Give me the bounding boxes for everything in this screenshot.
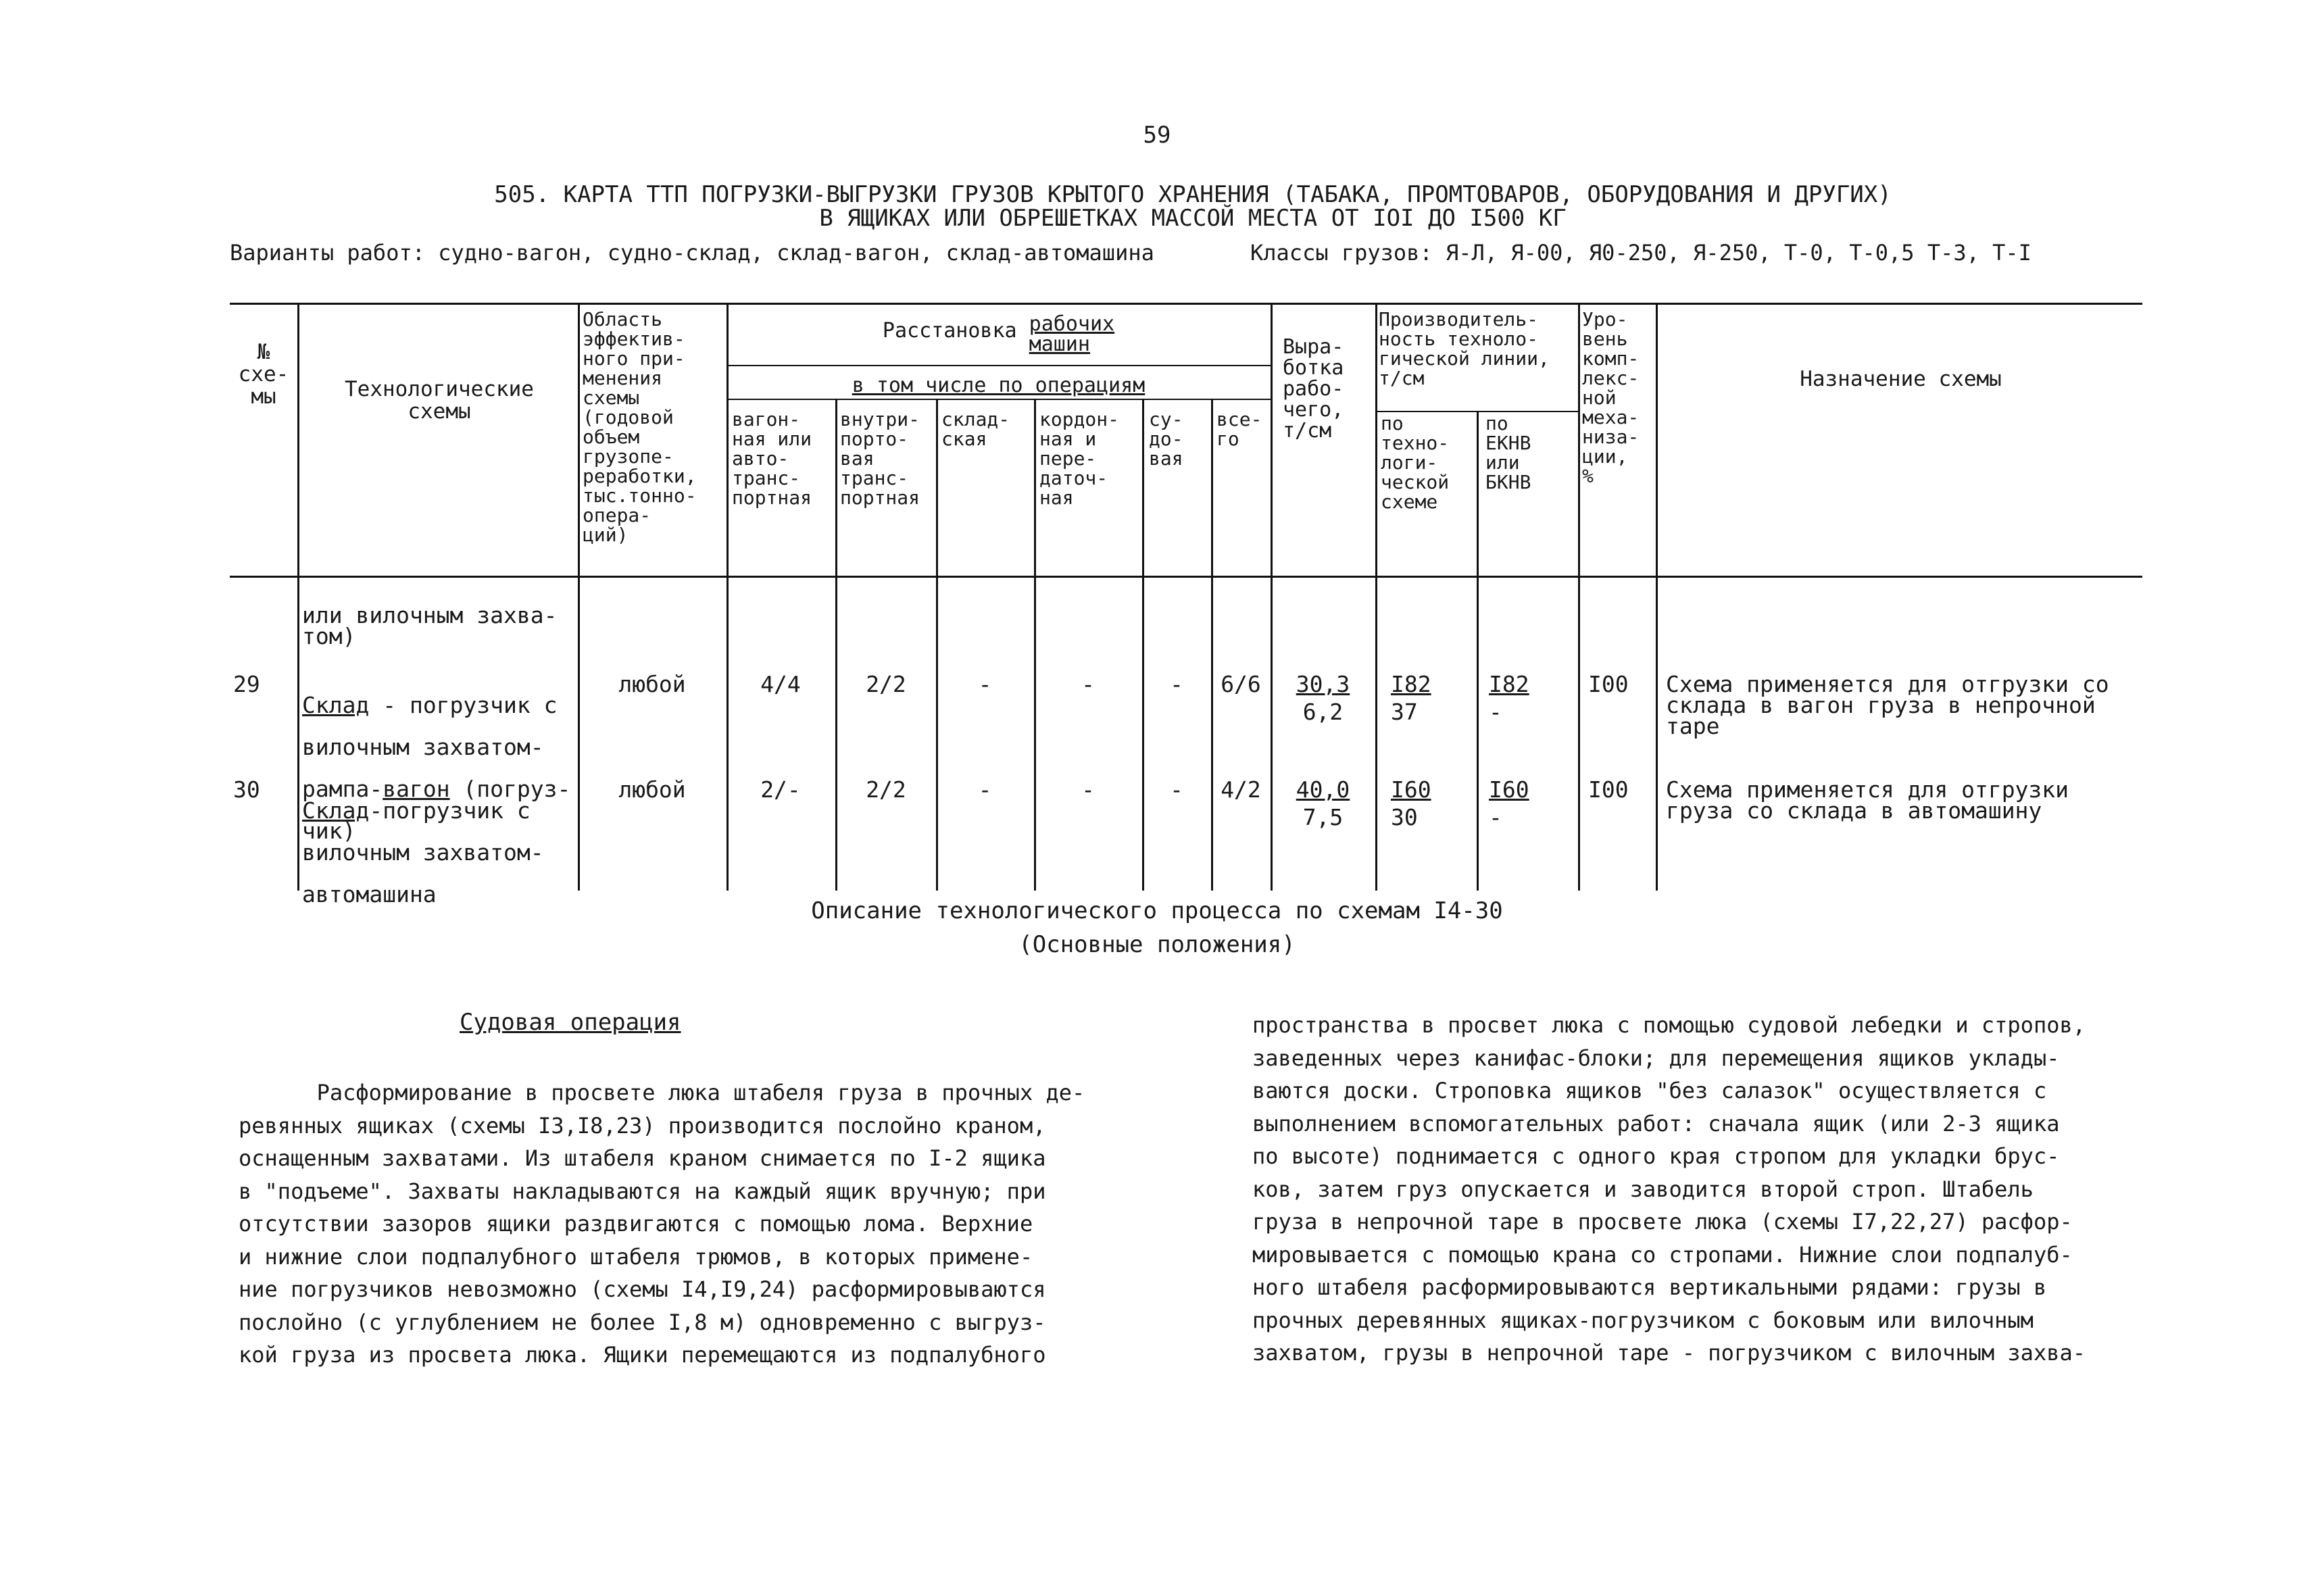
header-placement-label: Расстановка: [882, 319, 1017, 343]
row-cordon: -: [1081, 776, 1095, 803]
row-area: любой: [618, 776, 686, 803]
page-title-line-2: В ЯЩИКАХ ИЛИ ОБРЕШЕТКАХ МАССОЙ МЕСТА ОТ IOI ДО I500 КГ: [819, 205, 1567, 232]
cargo-classes: Классы грузов: Я-Л, Я-00, Я0-250, Я-250, Т-0, Т-0,5 Т-3, Т-I: [1250, 240, 2032, 266]
header-worker-output: Выра- ботка рабо- чего, т/см: [1283, 335, 1344, 443]
scheme-text: вилочным захватом-: [302, 839, 544, 866]
text-line: оснащенным захватами. Из штабеля краном снимается по I-2 ящика: [239, 1145, 1046, 1171]
row-productivity-bottom: 30: [1391, 804, 1418, 830]
header-scheme-purpose: Назначение схемы: [1800, 367, 2002, 391]
row-output-top: 40,0: [1296, 776, 1350, 803]
text-line: отсутствии зазоров ящики раздвигаются с помощью лома. Верхние: [239, 1211, 1033, 1237]
row-total: 4/2: [1221, 776, 1261, 803]
header-ship: су- до- вая: [1149, 408, 1183, 470]
row-area: любой: [618, 671, 686, 697]
page-title-line-1: 505. КАРТА ТТП ПОГРУЗКИ-ВЫГРУЗКИ ГРУЗОВ КРЫТОГО ХРАНЕНИЯ (ТАБАКА, ПРОМТОВАРОВ, ОБОРУДОВАНИЯ И ДРУГИХ): [494, 181, 1892, 208]
scheme-text: - погрузчик с: [369, 692, 558, 718]
scheme-text: -погрузчик с: [369, 797, 531, 824]
row-cordon: -: [1081, 671, 1095, 697]
col-divider: [1142, 399, 1144, 891]
col-divider: [297, 303, 299, 891]
text-line: ков, затем груз опускается и заводится второй строп. Штабель: [1252, 1176, 2034, 1202]
text-line: ние погрузчиков невозможно (схемы I4,I9,24) расформировываются: [239, 1276, 1046, 1302]
body-text-right-column: [1252, 1009, 2131, 1370]
header-total: все- го: [1216, 408, 1262, 450]
text-line: и нижние слои подпалубного штабеля трюмов, в которых примене-: [239, 1243, 1033, 1270]
col-divider: [1578, 303, 1580, 891]
scheme-origin: Склад: [302, 797, 370, 824]
header-mechanization-level: Уро- вень комп- лекс- ной меха- низа- ции, %: [1582, 308, 1640, 487]
row-warehouse: -: [978, 776, 992, 803]
row-purpose: Схема применяется для отгрузки со склада в вагон груза в непрочной таре: [1666, 671, 2109, 739]
table-top-rule: [230, 303, 2142, 305]
placement-rule: [727, 365, 1271, 366]
row-eknv-bottom: -: [1489, 804, 1502, 830]
header-placement: [727, 314, 1271, 355]
text-line: выполнением вспомогательных работ: сначала ящик (или 2-3 ящика: [1252, 1110, 2060, 1137]
text-line: пространства в просвет люка с помощью судовой лебедки и стропов,: [1252, 1012, 2086, 1038]
header-placement-machines: рабочих машин: [1029, 312, 1115, 356]
header-by-eknv: по ЕКНВ или БКНВ: [1485, 412, 1531, 493]
continued-scheme-text: или вилочным захва- том): [302, 602, 558, 649]
row-warehouse: -: [978, 671, 992, 697]
table-header-rule: [230, 576, 2142, 578]
col-divider: [1375, 303, 1377, 891]
row-eknv-bottom: -: [1489, 699, 1502, 725]
row-productivity-bottom: 37: [1391, 699, 1418, 725]
text-line: груза в непрочной таре в просвете люка (схемы I7,22,27) расфор-: [1252, 1209, 2073, 1235]
scheme-origin: Склад: [302, 692, 370, 718]
text-line: послойно (с углублением не более I,8 м) одновременно с выгруз-: [239, 1309, 1046, 1335]
row-ship: -: [1170, 776, 1183, 803]
text-line: ного штабеля расформировываются вертикальными рядами: грузы в: [1252, 1274, 2047, 1300]
row-number: 29: [233, 671, 260, 697]
text-line: ваются доски. Строповка ящиков "без салазок" осуществляется с: [1252, 1078, 2047, 1103]
row-intraport: 2/2: [866, 671, 906, 697]
row-intraport: 2/2: [866, 776, 906, 803]
work-variants: Варианты работ: судно-вагон, судно-склад, склад-вагон, склад-автомашина: [230, 240, 1154, 266]
header-by-tech-scheme: по техно- логи- ческой схеме: [1381, 412, 1450, 513]
text-line: ревянных ящиках (схемы I3,I8,23) производится послойно краном,: [239, 1112, 1046, 1139]
header-application-area: Область эффектив- ного при- менения схемы (годовой объем грузопе- реработки, тыс.тонно- опера- ций): [583, 308, 697, 546]
row-purpose: Схема применяется для отгрузки груза со склада в автомашину: [1666, 776, 2069, 824]
process-description-subcaption: (Основные положения): [1018, 931, 1296, 958]
row-output-bottom: 6,2: [1302, 699, 1344, 725]
col-divider: [1477, 411, 1479, 891]
process-description-caption: Описание технологического процесса по схемам I4-30: [811, 897, 1503, 924]
header-scheme-number: № схе- мы: [238, 340, 289, 409]
col-divider: [1271, 303, 1273, 891]
row-wagon: 2/-: [760, 776, 801, 803]
text-line: захватом, грузы в непрочной таре - погрузчиком с вилочным захва-: [1252, 1340, 2086, 1366]
text-line: заведенных через канифас-блоки; для перемещения ящиков уклады-: [1252, 1045, 2060, 1071]
row-mechanization: I00: [1588, 776, 1629, 803]
col-divider: [1211, 399, 1213, 891]
scheme-destination: вагон: [383, 776, 450, 802]
header-line-productivity: Производитель- ность техноло- гической линии, т/см: [1379, 308, 1550, 389]
header-tech-schemes: Технологические схемы: [345, 377, 534, 424]
row-ship: -: [1170, 671, 1183, 697]
text-line: прочных деревянных ящиках-погрузчиком с боковым или вилочным: [1252, 1307, 2034, 1333]
row-number: 30: [233, 776, 260, 803]
row-wagon: 4/4: [760, 671, 801, 697]
operations-rule: [727, 399, 1271, 400]
row-mechanization: I00: [1588, 671, 1629, 697]
page-number: 59: [1143, 122, 1171, 149]
section-title: Судовая операция: [460, 1009, 681, 1036]
header-wagon-transport: вагон- ная или авто- транс- портная: [732, 408, 812, 509]
text-line: кой груза из просвета люка. Ящики перемещаются из подпалубного: [239, 1342, 1046, 1368]
text-line: Расформирование в просвете люка штабеля груза в прочных де-: [239, 1080, 1085, 1105]
body-text-left-column: [239, 1076, 1117, 1372]
row-productivity-top: I60: [1391, 776, 1431, 803]
scheme-text: вилочным захватом-: [302, 734, 544, 760]
header-cordon: кордон- ная и пере- даточ- ная: [1039, 408, 1120, 509]
col-divider: [1034, 399, 1036, 891]
row-productivity-top: I82: [1391, 671, 1431, 697]
row-output-top: 30,3: [1296, 671, 1350, 697]
header-intraport-transport: внутри- порто- вая транс- портная: [840, 408, 920, 509]
row-eknv-top: I82: [1489, 671, 1529, 697]
row-output-bottom: 7,5: [1302, 804, 1344, 830]
scheme-text: чик): [302, 818, 356, 844]
scheme-text: рампа-: [302, 776, 383, 802]
text-line: мировывается с помощью крана со стропами. Нижние слои подпалуб-: [1252, 1241, 2073, 1268]
header-by-operations: в том числе по операциям: [852, 374, 1146, 397]
scheme-text: автомашина: [302, 881, 437, 907]
header-warehouse: склад- ская: [941, 408, 1010, 450]
text-line: по высоте) поднимается с одного края стропом для укладки брус-: [1252, 1143, 2060, 1169]
scheme-text: (погруз-: [449, 776, 571, 802]
row-eknv-top: I60: [1489, 776, 1529, 803]
text-line: в "подъеме". Захваты накладываются на каждый ящик вручную; при: [239, 1178, 1046, 1204]
row-total: 6/6: [1221, 671, 1261, 697]
